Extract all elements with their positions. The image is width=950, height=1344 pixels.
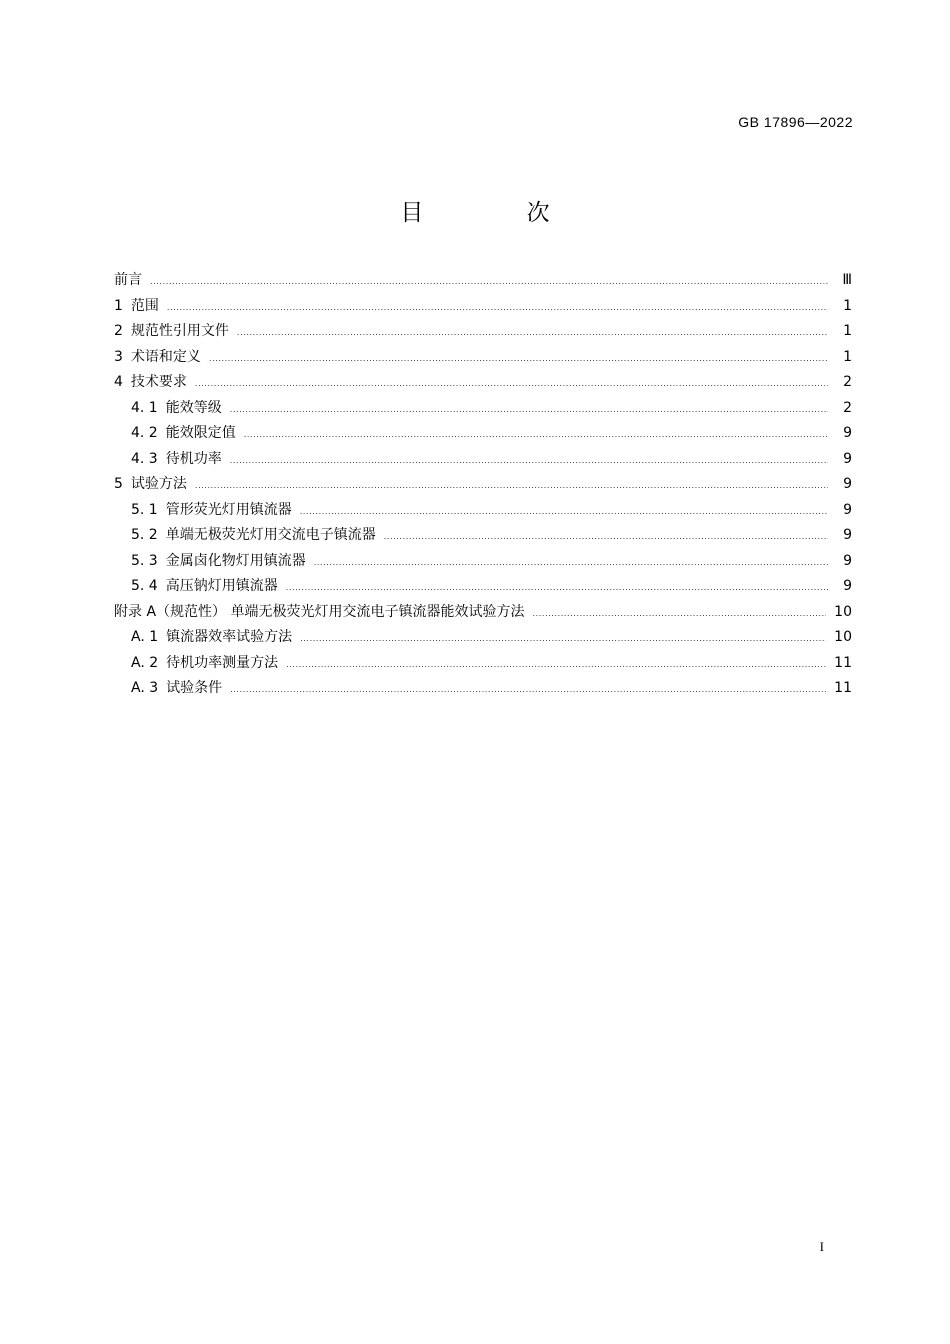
toc-dot-leader (300, 499, 828, 525)
toc-entry-label: 试验条件 (166, 680, 223, 696)
toc-entry[interactable] (114, 676, 852, 702)
toc-entry-label: 附录 A（规范性） 单端无极荧光灯用交流电子镇流器能效试验方法 (114, 603, 525, 620)
toc-dot-leader (286, 652, 826, 678)
toc-entry-page: 9 (843, 476, 852, 492)
toc-entry-label: 试验方法 (130, 476, 187, 492)
toc-entry[interactable] (114, 294, 852, 320)
toc-entry-page: 9 (843, 527, 852, 543)
toc-entry-number: 4 (114, 374, 123, 390)
toc-entry[interactable] (114, 498, 852, 524)
toc-dot-leader (195, 371, 828, 397)
table-of-contents (114, 268, 852, 702)
toc-entry-number: A. 1 (131, 629, 159, 645)
toc-entry-number: 5 (114, 476, 123, 492)
toc-entry-label: 管形荧光灯用镇流器 (165, 501, 292, 518)
toc-entry-label: 前言 (114, 272, 142, 288)
toc-entry-page: 1 (843, 297, 852, 314)
toc-entry-label: 规范性引用文件 (130, 323, 229, 339)
toc-entry-page: 1 (843, 348, 852, 365)
toc-entry-label: 术语和定义 (130, 348, 201, 365)
toc-entry-label: 镇流器效率试验方法 (166, 629, 293, 645)
toc-dot-leader (314, 550, 828, 576)
toc-entry[interactable] (114, 421, 852, 447)
toc-dot-leader (195, 473, 828, 499)
standard-code: GB 17896—2022 (738, 114, 853, 130)
toc-entry-page: 2 (843, 399, 852, 416)
toc-entry[interactable] (114, 651, 852, 677)
toc-dot-leader (384, 524, 828, 550)
toc-entry-page: Ⅲ (842, 272, 852, 288)
toc-entry-page: 11 (834, 654, 852, 671)
toc-entry-label: 单端无极荧光灯用交流电子镇流器 (165, 527, 376, 543)
toc-entry[interactable] (114, 268, 852, 294)
toc-dot-leader (237, 320, 828, 346)
toc-dot-leader (300, 626, 826, 652)
toc-title: 目 次 (400, 200, 598, 226)
toc-dot-leader (230, 677, 826, 703)
toc-entry-page: 11 (834, 680, 852, 696)
toc-dot-leader (209, 346, 828, 372)
toc-entry[interactable] (114, 574, 852, 600)
toc-entry-label: 范围 (130, 297, 159, 314)
toc-entry-number: 4. 1 (131, 399, 158, 416)
toc-entry-label: 能效限定值 (165, 425, 236, 441)
toc-entry-number: 5. 4 (131, 578, 158, 594)
toc-entry-number: A. 2 (131, 654, 159, 671)
toc-entry-label: 能效等级 (165, 399, 222, 416)
toc-entry[interactable] (114, 549, 852, 575)
toc-entry-number: 2 (114, 323, 123, 339)
toc-entry[interactable] (114, 396, 852, 422)
toc-dot-leader (150, 269, 828, 295)
toc-entry-page: 10 (834, 629, 852, 645)
toc-dot-leader (286, 575, 828, 601)
toc-entry-page: 9 (843, 552, 852, 569)
toc-entry-label: 待机功率 (165, 450, 222, 467)
toc-entry-page: 9 (843, 450, 852, 467)
toc-entry-number: 5. 1 (131, 501, 158, 518)
toc-entry-number: 1 (114, 297, 123, 314)
toc-entry[interactable] (114, 523, 852, 549)
toc-entry-label: 待机功率测量方法 (166, 654, 279, 671)
toc-entry-page: 9 (843, 578, 852, 594)
toc-entry[interactable] (114, 447, 852, 473)
toc-dot-leader (244, 422, 828, 448)
toc-dot-leader (167, 295, 828, 321)
toc-entry[interactable] (114, 319, 852, 345)
toc-dot-leader (230, 448, 828, 474)
toc-entry[interactable] (114, 345, 852, 371)
toc-entry-number: 4. 2 (131, 425, 158, 441)
toc-entry-page: 9 (843, 425, 852, 441)
toc-entry-number: 5. 3 (131, 552, 158, 569)
toc-entry-label: 金属卤化物灯用镇流器 (165, 552, 306, 569)
toc-entry-page: 1 (843, 323, 852, 339)
toc-entry-number: 3 (114, 348, 123, 365)
toc-entry-page: 10 (834, 603, 852, 620)
toc-dot-leader (532, 601, 826, 627)
toc-dot-leader (230, 397, 828, 423)
page-number: I (819, 1239, 824, 1254)
toc-entry-label: 高压钠灯用镇流器 (165, 578, 278, 594)
toc-entry[interactable] (114, 600, 852, 626)
toc-entry-page: 9 (843, 501, 852, 518)
toc-entry-label: 技术要求 (130, 374, 187, 390)
toc-entry-number: 5. 2 (131, 527, 158, 543)
toc-entry-number: A. 3 (131, 680, 159, 696)
toc-entry[interactable] (114, 625, 852, 651)
toc-entry[interactable] (114, 472, 852, 498)
toc-entry-page: 2 (843, 374, 852, 390)
toc-entry[interactable] (114, 370, 852, 396)
toc-entry-number: 4. 3 (131, 450, 158, 467)
